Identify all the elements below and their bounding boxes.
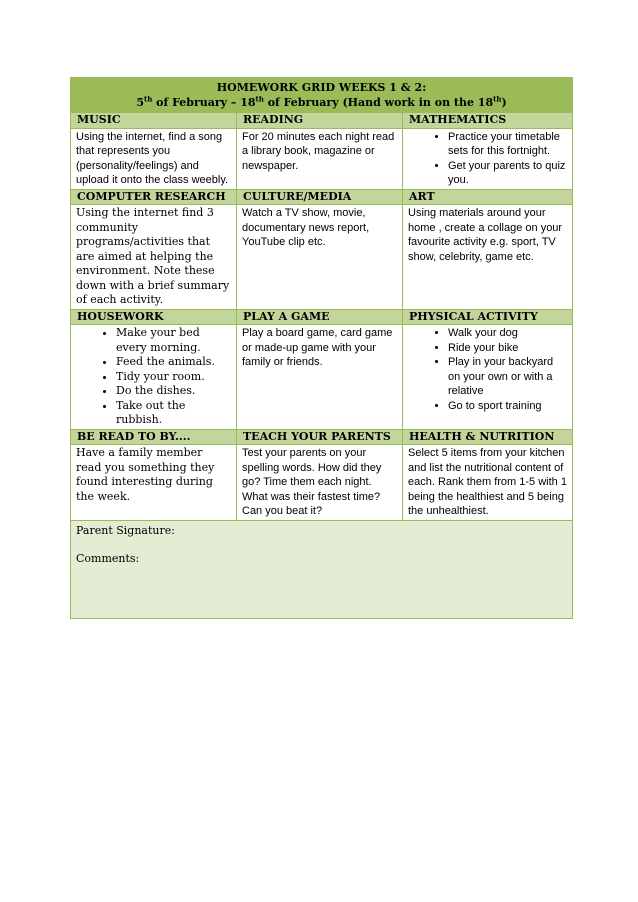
task-play-a-game: Play a board game, card game or made-up game with your family or friends. (237, 325, 403, 430)
header-mathematics: MATHEMATICS (403, 113, 573, 129)
list-item: • Feed the animals. (116, 355, 231, 370)
list-item: • Play in your backyard on your own or with a relative (448, 355, 567, 399)
list-item: • Do the dishes. (116, 384, 231, 399)
header-computer-research: COMPUTER RESEARCH (71, 189, 237, 205)
header-music: MUSIC (71, 113, 237, 129)
parent-signature-label: Parent Signature: (76, 523, 175, 537)
task-row (71, 445, 573, 521)
task-teach-your-parents: Test your parents on your spelling words. How did they go? Time them each night. What was their fastest time? Can you beat it? (237, 445, 403, 521)
task-row (71, 325, 573, 430)
header-row (71, 309, 573, 325)
grid-title (71, 78, 573, 113)
header-row (71, 429, 573, 445)
list-item: • Tidy your room. (116, 370, 231, 385)
list-item: • Make your bed every morning. (116, 326, 231, 355)
header-row (71, 113, 573, 129)
header-be-read-to-by: BE READ TO BY.... (71, 429, 237, 445)
task-reading: For 20 minutes each night read a library book, magazine or newspaper. (237, 128, 403, 189)
header-reading: READING (237, 113, 403, 129)
task-art: Using materials around your home , create a collage on your favourite activity e.g. sport, TV show, celebrity, game etc. (403, 205, 573, 310)
task-row (71, 205, 573, 310)
comments-label: Comments: (76, 552, 140, 565)
task-health-nutrition: Select 5 items from your kitchen and list the nutritional content of each. Rank them from 1-5 with 1 being the healthiest and 5 being the unhealthiest. (403, 445, 573, 521)
task-culture-media: Watch a TV show, movie, documentary news report, YouTube clip etc. (237, 205, 403, 310)
homework-grid (70, 77, 573, 619)
list-item: • Take out the rubbish. (116, 399, 231, 428)
list-item: • Practice your timetable sets for this fortnight. (448, 130, 567, 159)
header-row (71, 189, 573, 205)
header-health-nutrition: HEALTH & NUTRITION (403, 429, 573, 445)
list-item: • Ride your bike (448, 341, 567, 356)
header-play-a-game: PLAY A GAME (237, 309, 403, 325)
task-physical-activity (403, 325, 573, 430)
list-item: • Go to sport training (448, 399, 567, 414)
list-item: • Get your parents to quiz you. (448, 159, 567, 188)
bullet-list (76, 326, 231, 428)
bullet-list (408, 130, 567, 188)
header-housework: HOUSEWORK (71, 309, 237, 325)
title-line-2: 5th of February – 18th of February (Hand work in on the 18th) (136, 93, 507, 109)
list-item: • Walk your dog (448, 326, 567, 341)
header-physical-activity: PHYSICAL ACTIVITY (403, 309, 573, 325)
bullet-list (408, 326, 567, 413)
task-computer-research: Using the internet find 3 community programs/activities that are aimed at helping the environment. Note these down with a brief summary of each activity. (71, 205, 237, 310)
signature-area[interactable] (71, 520, 573, 618)
header-culture-media: CULTURE/MEDIA (237, 189, 403, 205)
task-mathematics (403, 128, 573, 189)
task-be-read-to-by: Have a family member read you something they found interesting during the week. (71, 445, 237, 521)
task-music: Using the internet, find a song that represents you (personality/feelings) and upload it onto the class weebly. (71, 128, 237, 189)
header-art: ART (403, 189, 573, 205)
task-housework (71, 325, 237, 430)
task-row (71, 128, 573, 189)
header-teach-your-parents: TEACH YOUR PARENTS (237, 429, 403, 445)
title-line-1: HOMEWORK GRID WEEKS 1 & 2: (216, 81, 427, 94)
